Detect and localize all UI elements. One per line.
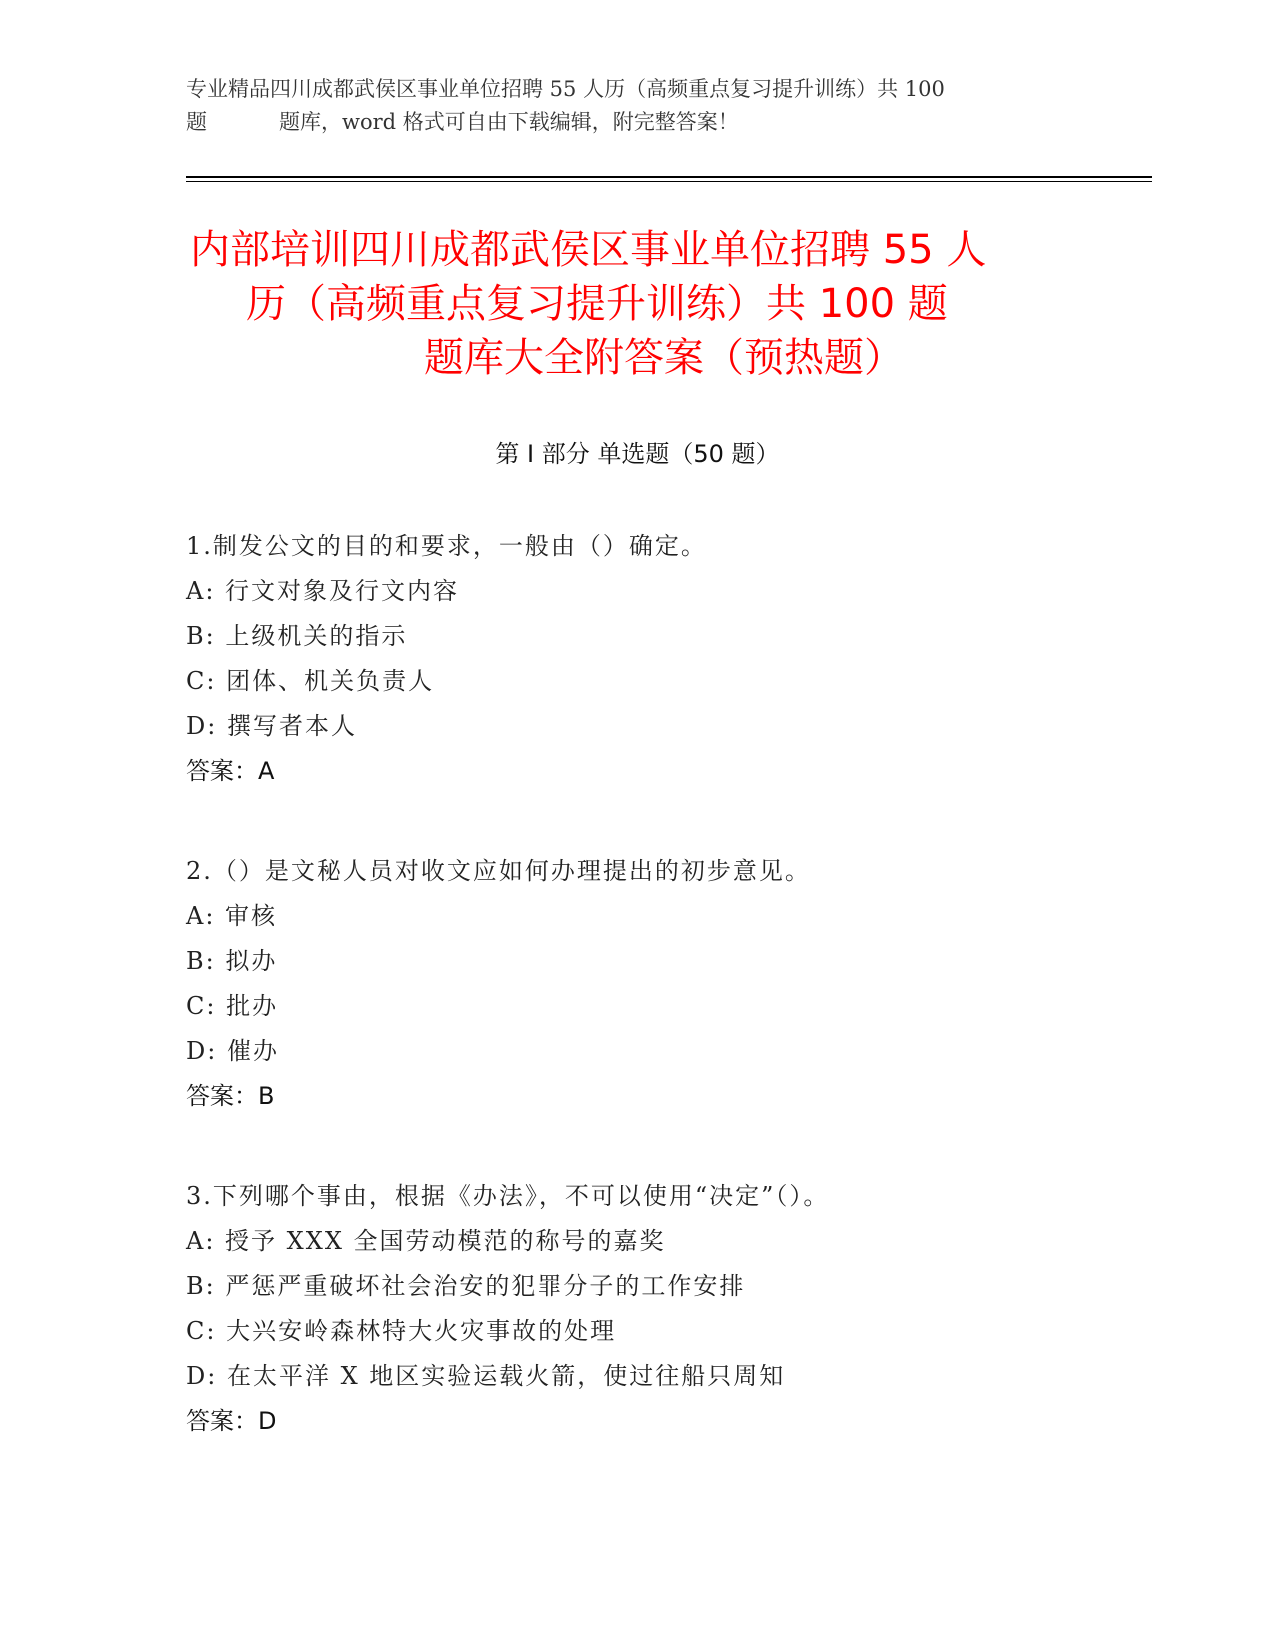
header-note-line-1: 专业精品四川成都武侯区事业单位招聘 55 人历（高频重点复习提升训练）共 100 [186,77,945,101]
question-list [186,524,1146,1499]
question-option-b: B: 上级机关的指示 [186,622,408,650]
question-2 [186,849,1146,1119]
question-stem: 2.（）是文秘人员对收文应如何办理提出的初步意见。 [186,857,811,885]
question-answer: 答案：B [186,1082,275,1110]
question-option-c: C: 批办 [186,992,279,1020]
question-answer: 答案：A [186,757,275,785]
question-option-a: A: 行文对象及行文内容 [186,577,460,605]
header-rule-thick [186,176,1152,178]
header-note-line-2-right: 题库，word 格式可自由下载编辑，附完整答案！ [279,110,739,134]
question-option-c: C: 团体、机关负责人 [186,667,435,695]
question-3 [186,1174,1146,1444]
header-rule-thin [186,181,1152,182]
header-note [186,73,1086,139]
question-option-b: B: 拟办 [186,947,278,975]
question-option-c: C: 大兴安岭森林特大火灾事故的处理 [186,1317,617,1345]
question-answer: 答案：D [186,1407,277,1435]
section-heading: 第 I 部分 单选题（50 题） [495,440,780,468]
question-option-a: A: 授予 XXX 全国劳动模范的称号的嘉奖 [186,1227,666,1255]
question-option-d: D: 撰写者本人 [186,712,357,740]
document-title-line-3: 题库大全附答案（预热题） [424,335,904,381]
header-note-line-2 [186,106,1086,139]
document-title-line-2: 历（高频重点复习提升训练）共 100 题 [246,281,948,327]
document-title-line-1: 内部培训四川成都武侯区事业单位招聘 55 人 [190,227,987,273]
question-1 [186,524,1146,794]
header-note-line-2-left: 题 [186,110,207,134]
document-title [186,223,1086,385]
question-stem: 1.制发公文的目的和要求，一般由（）确定。 [186,532,707,560]
question-option-d: D: 在太平洋 X 地区实验运载火箭，使过往船只周知 [186,1362,786,1390]
question-option-a: A: 审核 [186,902,278,930]
question-option-d: D: 催办 [186,1037,279,1065]
question-option-b: B: 严惩严重破坏社会治安的犯罪分子的工作安排 [186,1272,746,1300]
question-stem: 3.下列哪个事由，根据《办法》，不可以使用“决定”（）。 [186,1182,830,1210]
